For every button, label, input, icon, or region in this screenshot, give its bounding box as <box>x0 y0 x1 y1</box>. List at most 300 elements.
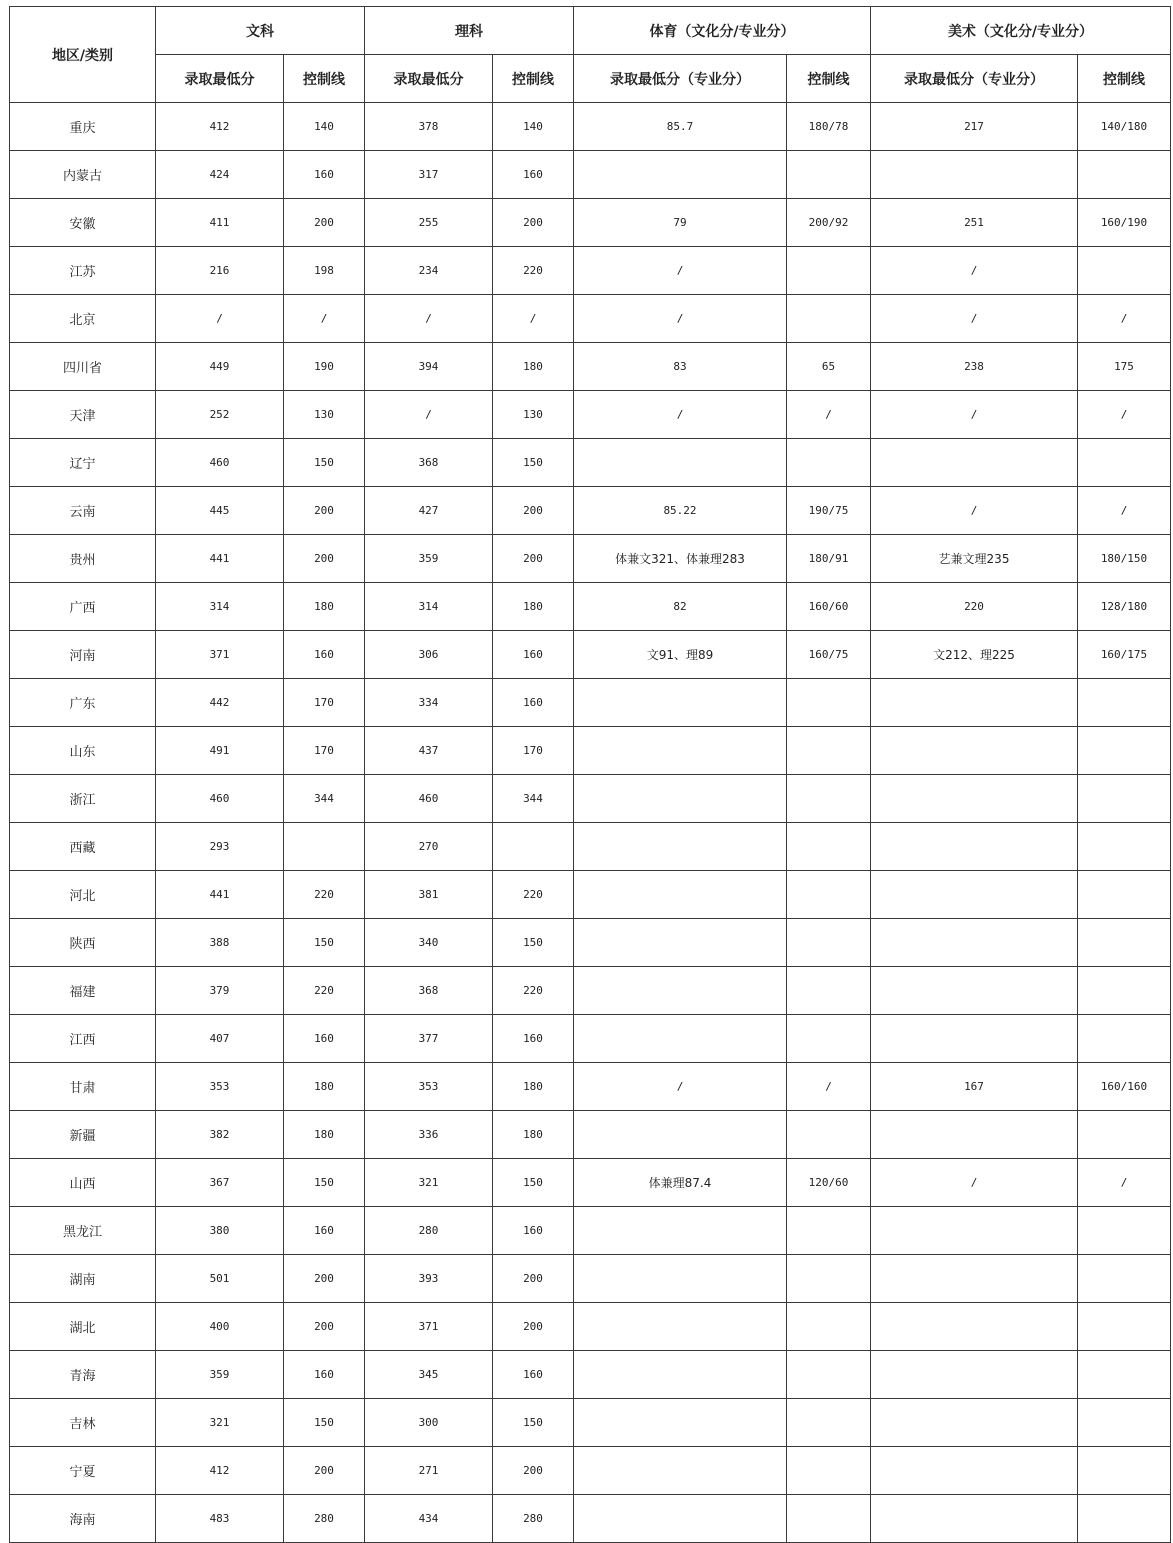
liberal-arts-min-score-cell: 407 <box>156 1015 284 1063</box>
sports-min-score-cell <box>574 967 787 1015</box>
liberal-arts-min-score-cell: 483 <box>156 1495 284 1543</box>
science-control-line-cell: 200 <box>493 1255 574 1303</box>
region-cell: 内蒙古 <box>10 151 156 199</box>
fine-arts-control-line-cell <box>1078 1303 1171 1351</box>
fine-arts-control-line-cell <box>1078 1207 1171 1255</box>
table-row <box>10 631 1171 679</box>
fine-arts-control-line-cell <box>1078 151 1171 199</box>
science-control-line-cell: 130 <box>493 391 574 439</box>
science-min-score-cell: 437 <box>365 727 493 775</box>
sports-control-line-cell: 120/60 <box>787 1159 871 1207</box>
table-row <box>10 487 1171 535</box>
table-row <box>10 1303 1171 1351</box>
science-control-line-cell: 160 <box>493 679 574 727</box>
region-cell: 新疆 <box>10 1111 156 1159</box>
sports-control-line-cell <box>787 1255 871 1303</box>
science-min-score-cell: / <box>365 391 493 439</box>
liberal-arts-min-score-header: 录取最低分 <box>156 55 284 103</box>
liberal-arts-min-score-cell: 442 <box>156 679 284 727</box>
liberal-arts-min-score-cell: 449 <box>156 343 284 391</box>
science-control-line-header: 控制线 <box>493 55 574 103</box>
liberal-arts-control-line-cell: 150 <box>284 919 365 967</box>
fine-arts-control-line-cell <box>1078 1111 1171 1159</box>
liberal-arts-min-score-cell: / <box>156 295 284 343</box>
sports-min-score-cell <box>574 871 787 919</box>
table-body <box>10 103 1171 1543</box>
science-control-line-cell: 180 <box>493 583 574 631</box>
fine-arts-min-score-cell <box>871 439 1078 487</box>
fine-arts-control-line-cell: 160/190 <box>1078 199 1171 247</box>
fine-arts-control-line-cell <box>1078 775 1171 823</box>
science-min-score-cell: 271 <box>365 1447 493 1495</box>
table-row <box>10 199 1171 247</box>
sports-min-score-cell <box>574 1447 787 1495</box>
sports-control-line-cell <box>787 727 871 775</box>
sports-control-line-cell <box>787 439 871 487</box>
sports-min-score-cell <box>574 919 787 967</box>
science-min-score-cell: 434 <box>365 1495 493 1543</box>
region-cell: 吉林 <box>10 1399 156 1447</box>
science-control-line-cell: 220 <box>493 247 574 295</box>
sports-control-line-cell <box>787 1015 871 1063</box>
fine-arts-min-score-cell: / <box>871 295 1078 343</box>
science-control-line-cell: 280 <box>493 1495 574 1543</box>
liberal-arts-control-line-cell: 344 <box>284 775 365 823</box>
science-min-score-cell: 381 <box>365 871 493 919</box>
science-control-line-cell: 170 <box>493 727 574 775</box>
fine-arts-control-line-header: 控制线 <box>1078 55 1171 103</box>
liberal-arts-min-score-cell: 412 <box>156 103 284 151</box>
region-cell: 青海 <box>10 1351 156 1399</box>
table-row <box>10 439 1171 487</box>
fine-arts-min-score-cell <box>871 1495 1078 1543</box>
fine-arts-control-line-cell <box>1078 727 1171 775</box>
region-cell: 江苏 <box>10 247 156 295</box>
sports-min-score-cell <box>574 727 787 775</box>
fine-arts-control-line-cell <box>1078 967 1171 1015</box>
fine-arts-min-score-cell <box>871 919 1078 967</box>
fine-arts-control-line-cell: 140/180 <box>1078 103 1171 151</box>
liberal-arts-min-score-cell: 293 <box>156 823 284 871</box>
liberal-arts-min-score-cell: 441 <box>156 871 284 919</box>
science-min-score-cell: 317 <box>365 151 493 199</box>
fine-arts-min-score-cell <box>871 1255 1078 1303</box>
fine-arts-control-line-cell <box>1078 1447 1171 1495</box>
liberal-arts-min-score-cell: 501 <box>156 1255 284 1303</box>
sports-control-line-cell <box>787 679 871 727</box>
fine-arts-control-line-cell: / <box>1078 1159 1171 1207</box>
science-control-line-cell: 160 <box>493 151 574 199</box>
liberal-arts-control-line-cell: 200 <box>284 535 365 583</box>
science-control-line-cell: 200 <box>493 1447 574 1495</box>
table-row <box>10 1159 1171 1207</box>
liberal-arts-control-line-cell: 200 <box>284 1303 365 1351</box>
fine-arts-min-score-cell: / <box>871 487 1078 535</box>
science-min-score-cell: 270 <box>365 823 493 871</box>
sports-min-score-cell <box>574 775 787 823</box>
region-cell: 河北 <box>10 871 156 919</box>
table-row <box>10 1495 1171 1543</box>
header-group-row <box>10 7 1171 55</box>
sports-min-score-cell <box>574 1207 787 1255</box>
sports-control-line-cell <box>787 919 871 967</box>
science-min-score-cell: 368 <box>365 967 493 1015</box>
science-min-score-cell: 377 <box>365 1015 493 1063</box>
sports-min-score-cell: 体兼文321、体兼理283 <box>574 535 787 583</box>
fine-arts-min-score-cell <box>871 1207 1078 1255</box>
region-cell: 浙江 <box>10 775 156 823</box>
science-min-score-cell: 460 <box>365 775 493 823</box>
liberal-arts-control-line-cell: 220 <box>284 967 365 1015</box>
liberal-arts-control-line-cell: 198 <box>284 247 365 295</box>
fine-arts-min-score-cell <box>871 967 1078 1015</box>
liberal-arts-control-line-cell: 150 <box>284 1399 365 1447</box>
sports-control-line-cell <box>787 967 871 1015</box>
liberal-arts-control-line-cell: 160 <box>284 151 365 199</box>
table-row <box>10 679 1171 727</box>
table-row <box>10 1111 1171 1159</box>
region-cell: 云南 <box>10 487 156 535</box>
region-cell: 甘肃 <box>10 1063 156 1111</box>
sports-min-score-cell: / <box>574 247 787 295</box>
science-control-line-cell: / <box>493 295 574 343</box>
science-control-line-cell: 160 <box>493 1351 574 1399</box>
liberal-arts-min-score-cell: 359 <box>156 1351 284 1399</box>
table-row <box>10 1255 1171 1303</box>
liberal-arts-control-line-cell: 160 <box>284 631 365 679</box>
sports-control-line-cell: 180/78 <box>787 103 871 151</box>
fine-arts-min-score-cell: 217 <box>871 103 1078 151</box>
liberal-arts-control-line-cell: 170 <box>284 679 365 727</box>
liberal-arts-min-score-cell: 382 <box>156 1111 284 1159</box>
science-control-line-cell: 180 <box>493 1111 574 1159</box>
fine-arts-control-line-cell <box>1078 247 1171 295</box>
fine-arts-min-score-cell: 220 <box>871 583 1078 631</box>
fine-arts-min-score-cell: 251 <box>871 199 1078 247</box>
fine-arts-control-line-cell <box>1078 439 1171 487</box>
science-control-line-cell: 150 <box>493 1399 574 1447</box>
sports-control-line-cell <box>787 823 871 871</box>
region-cell: 北京 <box>10 295 156 343</box>
sports-min-score-cell: 82 <box>574 583 787 631</box>
science-control-line-cell: 150 <box>493 439 574 487</box>
liberal-arts-min-score-cell: 388 <box>156 919 284 967</box>
fine-arts-min-score-cell: 238 <box>871 343 1078 391</box>
liberal-arts-min-score-cell: 380 <box>156 1207 284 1255</box>
liberal-arts-control-line-cell: / <box>284 295 365 343</box>
table-row <box>10 151 1171 199</box>
liberal-arts-min-score-cell: 460 <box>156 439 284 487</box>
liberal-arts-min-score-cell: 367 <box>156 1159 284 1207</box>
sports-min-score-cell <box>574 151 787 199</box>
table-header <box>10 7 1171 103</box>
region-cell: 福建 <box>10 967 156 1015</box>
fine-arts-control-line-cell <box>1078 1495 1171 1543</box>
sports-min-score-cell <box>574 679 787 727</box>
table-row <box>10 727 1171 775</box>
liberal-arts-control-line-cell: 200 <box>284 1255 365 1303</box>
fine-arts-min-score-cell <box>871 1399 1078 1447</box>
sports-min-score-cell <box>574 1399 787 1447</box>
region-cell: 陕西 <box>10 919 156 967</box>
sports-min-score-cell: / <box>574 1063 787 1111</box>
liberal-arts-control-line-header: 控制线 <box>284 55 365 103</box>
liberal-arts-control-line-cell: 160 <box>284 1015 365 1063</box>
region-cell: 山东 <box>10 727 156 775</box>
fine-arts-min-score-cell: / <box>871 1159 1078 1207</box>
region-cell: 山西 <box>10 1159 156 1207</box>
table-row <box>10 1063 1171 1111</box>
sports-control-line-cell: / <box>787 391 871 439</box>
science-control-line-cell: 200 <box>493 1303 574 1351</box>
liberal-arts-min-score-cell: 412 <box>156 1447 284 1495</box>
fine-arts-control-line-cell <box>1078 871 1171 919</box>
sports-control-line-cell: 160/60 <box>787 583 871 631</box>
science-control-line-cell: 200 <box>493 535 574 583</box>
fine-arts-control-line-cell <box>1078 1015 1171 1063</box>
liberal-arts-control-line-cell: 180 <box>284 1063 365 1111</box>
table-row <box>10 1399 1171 1447</box>
table-row <box>10 967 1171 1015</box>
region-cell: 四川省 <box>10 343 156 391</box>
fine-arts-min-score-cell <box>871 823 1078 871</box>
liberal-arts-control-line-cell: 150 <box>284 1159 365 1207</box>
liberal-arts-control-line-cell: 200 <box>284 1447 365 1495</box>
table-row <box>10 1015 1171 1063</box>
liberal-arts-min-score-cell: 441 <box>156 535 284 583</box>
region-cell: 安徽 <box>10 199 156 247</box>
science-min-score-cell: 300 <box>365 1399 493 1447</box>
region-header: 地区/类别 <box>10 7 156 103</box>
fine-arts-control-line-cell: / <box>1078 487 1171 535</box>
region-cell: 湖南 <box>10 1255 156 1303</box>
fine-arts-min-score-header: 录取最低分（专业分） <box>871 55 1078 103</box>
region-cell: 辽宁 <box>10 439 156 487</box>
liberal-arts-min-score-cell: 216 <box>156 247 284 295</box>
region-cell: 贵州 <box>10 535 156 583</box>
science-control-line-cell: 180 <box>493 343 574 391</box>
science-min-score-cell: 334 <box>365 679 493 727</box>
sports-min-score-cell <box>574 1111 787 1159</box>
table-row <box>10 1447 1171 1495</box>
table-row <box>10 103 1171 151</box>
liberal-arts-min-score-cell: 400 <box>156 1303 284 1351</box>
sports-min-score-header: 录取最低分（专业分） <box>574 55 787 103</box>
table-row <box>10 1207 1171 1255</box>
sports-control-line-cell <box>787 775 871 823</box>
liberal-arts-min-score-cell: 491 <box>156 727 284 775</box>
science-min-score-cell: 255 <box>365 199 493 247</box>
sports-min-score-cell <box>574 1255 787 1303</box>
science-min-score-cell: 340 <box>365 919 493 967</box>
sports-control-line-cell: 160/75 <box>787 631 871 679</box>
sports-control-line-cell: 180/91 <box>787 535 871 583</box>
sports-control-line-cell <box>787 295 871 343</box>
fine-arts-control-line-cell: / <box>1078 391 1171 439</box>
science-min-score-cell: 371 <box>365 1303 493 1351</box>
fine-arts-control-line-cell: 128/180 <box>1078 583 1171 631</box>
sports-control-line-header: 控制线 <box>787 55 871 103</box>
science-min-score-header: 录取最低分 <box>365 55 493 103</box>
fine-arts-min-score-cell <box>871 1303 1078 1351</box>
science-control-line-cell <box>493 823 574 871</box>
table-row <box>10 583 1171 631</box>
liberal-arts-header: 文科 <box>156 7 365 55</box>
region-cell: 黑龙江 <box>10 1207 156 1255</box>
science-control-line-cell: 344 <box>493 775 574 823</box>
sports-control-line-cell <box>787 247 871 295</box>
fine-arts-control-line-cell: / <box>1078 295 1171 343</box>
table-row <box>10 1351 1171 1399</box>
table-row <box>10 919 1171 967</box>
fine-arts-control-line-cell: 160/175 <box>1078 631 1171 679</box>
fine-arts-control-line-cell <box>1078 1399 1171 1447</box>
fine-arts-control-line-cell: 175 <box>1078 343 1171 391</box>
fine-arts-min-score-cell <box>871 1447 1078 1495</box>
table-row <box>10 391 1171 439</box>
sports-control-line-cell <box>787 151 871 199</box>
science-min-score-cell: 280 <box>365 1207 493 1255</box>
liberal-arts-control-line-cell: 160 <box>284 1351 365 1399</box>
region-cell: 重庆 <box>10 103 156 151</box>
science-min-score-cell: 427 <box>365 487 493 535</box>
region-cell: 宁夏 <box>10 1447 156 1495</box>
sports-control-line-cell <box>787 1399 871 1447</box>
sports-control-line-cell <box>787 1111 871 1159</box>
fine-arts-control-line-cell <box>1078 919 1171 967</box>
science-control-line-cell: 160 <box>493 631 574 679</box>
sports-min-score-cell: 85.22 <box>574 487 787 535</box>
table-row <box>10 823 1171 871</box>
fine-arts-control-line-cell: 180/150 <box>1078 535 1171 583</box>
science-min-score-cell: 353 <box>365 1063 493 1111</box>
fine-arts-min-score-cell <box>871 1015 1078 1063</box>
liberal-arts-min-score-cell: 314 <box>156 583 284 631</box>
science-header: 理科 <box>365 7 574 55</box>
science-min-score-cell: 378 <box>365 103 493 151</box>
fine-arts-header: 美术（文化分/专业分） <box>871 7 1171 55</box>
fine-arts-min-score-cell <box>871 1351 1078 1399</box>
science-min-score-cell: 336 <box>365 1111 493 1159</box>
sports-min-score-cell <box>574 823 787 871</box>
fine-arts-control-line-cell: 160/160 <box>1078 1063 1171 1111</box>
sports-control-line-cell <box>787 1207 871 1255</box>
region-cell: 西藏 <box>10 823 156 871</box>
fine-arts-min-score-cell: 167 <box>871 1063 1078 1111</box>
science-control-line-cell: 140 <box>493 103 574 151</box>
sports-min-score-cell <box>574 439 787 487</box>
liberal-arts-control-line-cell <box>284 823 365 871</box>
region-cell: 广东 <box>10 679 156 727</box>
liberal-arts-min-score-cell: 460 <box>156 775 284 823</box>
sports-min-score-cell: 体兼理87.4 <box>574 1159 787 1207</box>
science-min-score-cell: 234 <box>365 247 493 295</box>
science-min-score-cell: 368 <box>365 439 493 487</box>
science-control-line-cell: 220 <box>493 871 574 919</box>
fine-arts-min-score-cell: / <box>871 247 1078 295</box>
liberal-arts-control-line-cell: 180 <box>284 1111 365 1159</box>
science-min-score-cell: / <box>365 295 493 343</box>
sports-control-line-cell: 200/92 <box>787 199 871 247</box>
sports-control-line-cell <box>787 1351 871 1399</box>
science-min-score-cell: 393 <box>365 1255 493 1303</box>
fine-arts-min-score-cell: 文212、理225 <box>871 631 1078 679</box>
sports-control-line-cell: / <box>787 1063 871 1111</box>
sports-min-score-cell <box>574 1495 787 1543</box>
fine-arts-control-line-cell <box>1078 823 1171 871</box>
sports-min-score-cell: 文91、理89 <box>574 631 787 679</box>
science-control-line-cell: 160 <box>493 1015 574 1063</box>
header-sub-row <box>10 55 1171 103</box>
science-control-line-cell: 200 <box>493 199 574 247</box>
fine-arts-min-score-cell <box>871 775 1078 823</box>
science-control-line-cell: 150 <box>493 1159 574 1207</box>
liberal-arts-control-line-cell: 170 <box>284 727 365 775</box>
sports-header: 体育（文化分/专业分） <box>574 7 871 55</box>
sports-control-line-cell <box>787 1495 871 1543</box>
sports-min-score-cell: / <box>574 391 787 439</box>
table-row <box>10 871 1171 919</box>
fine-arts-control-line-cell <box>1078 1255 1171 1303</box>
science-min-score-cell: 394 <box>365 343 493 391</box>
fine-arts-min-score-cell: / <box>871 391 1078 439</box>
sports-min-score-cell <box>574 1015 787 1063</box>
science-control-line-cell: 220 <box>493 967 574 1015</box>
region-cell: 广西 <box>10 583 156 631</box>
sports-min-score-cell <box>574 1303 787 1351</box>
fine-arts-min-score-cell <box>871 871 1078 919</box>
fine-arts-control-line-cell <box>1078 679 1171 727</box>
liberal-arts-control-line-cell: 180 <box>284 583 365 631</box>
sports-min-score-cell: 85.7 <box>574 103 787 151</box>
region-cell: 天津 <box>10 391 156 439</box>
science-control-line-cell: 150 <box>493 919 574 967</box>
science-control-line-cell: 200 <box>493 487 574 535</box>
liberal-arts-min-score-cell: 371 <box>156 631 284 679</box>
region-cell: 海南 <box>10 1495 156 1543</box>
science-control-line-cell: 180 <box>493 1063 574 1111</box>
table-row <box>10 535 1171 583</box>
liberal-arts-control-line-cell: 200 <box>284 487 365 535</box>
sports-control-line-cell: 190/75 <box>787 487 871 535</box>
science-control-line-cell: 160 <box>493 1207 574 1255</box>
liberal-arts-min-score-cell: 379 <box>156 967 284 1015</box>
liberal-arts-control-line-cell: 190 <box>284 343 365 391</box>
liberal-arts-control-line-cell: 150 <box>284 439 365 487</box>
sports-control-line-cell <box>787 871 871 919</box>
liberal-arts-min-score-cell: 353 <box>156 1063 284 1111</box>
science-min-score-cell: 314 <box>365 583 493 631</box>
liberal-arts-control-line-cell: 130 <box>284 391 365 439</box>
sports-min-score-cell: 79 <box>574 199 787 247</box>
region-cell: 河南 <box>10 631 156 679</box>
liberal-arts-control-line-cell: 140 <box>284 103 365 151</box>
region-cell: 江西 <box>10 1015 156 1063</box>
science-min-score-cell: 321 <box>365 1159 493 1207</box>
science-min-score-cell: 306 <box>365 631 493 679</box>
science-min-score-cell: 359 <box>365 535 493 583</box>
liberal-arts-min-score-cell: 252 <box>156 391 284 439</box>
liberal-arts-min-score-cell: 321 <box>156 1399 284 1447</box>
table-row <box>10 295 1171 343</box>
sports-control-line-cell: 65 <box>787 343 871 391</box>
liberal-arts-control-line-cell: 160 <box>284 1207 365 1255</box>
fine-arts-min-score-cell <box>871 1111 1078 1159</box>
liberal-arts-min-score-cell: 411 <box>156 199 284 247</box>
liberal-arts-control-line-cell: 220 <box>284 871 365 919</box>
liberal-arts-control-line-cell: 200 <box>284 199 365 247</box>
sports-min-score-cell: 83 <box>574 343 787 391</box>
